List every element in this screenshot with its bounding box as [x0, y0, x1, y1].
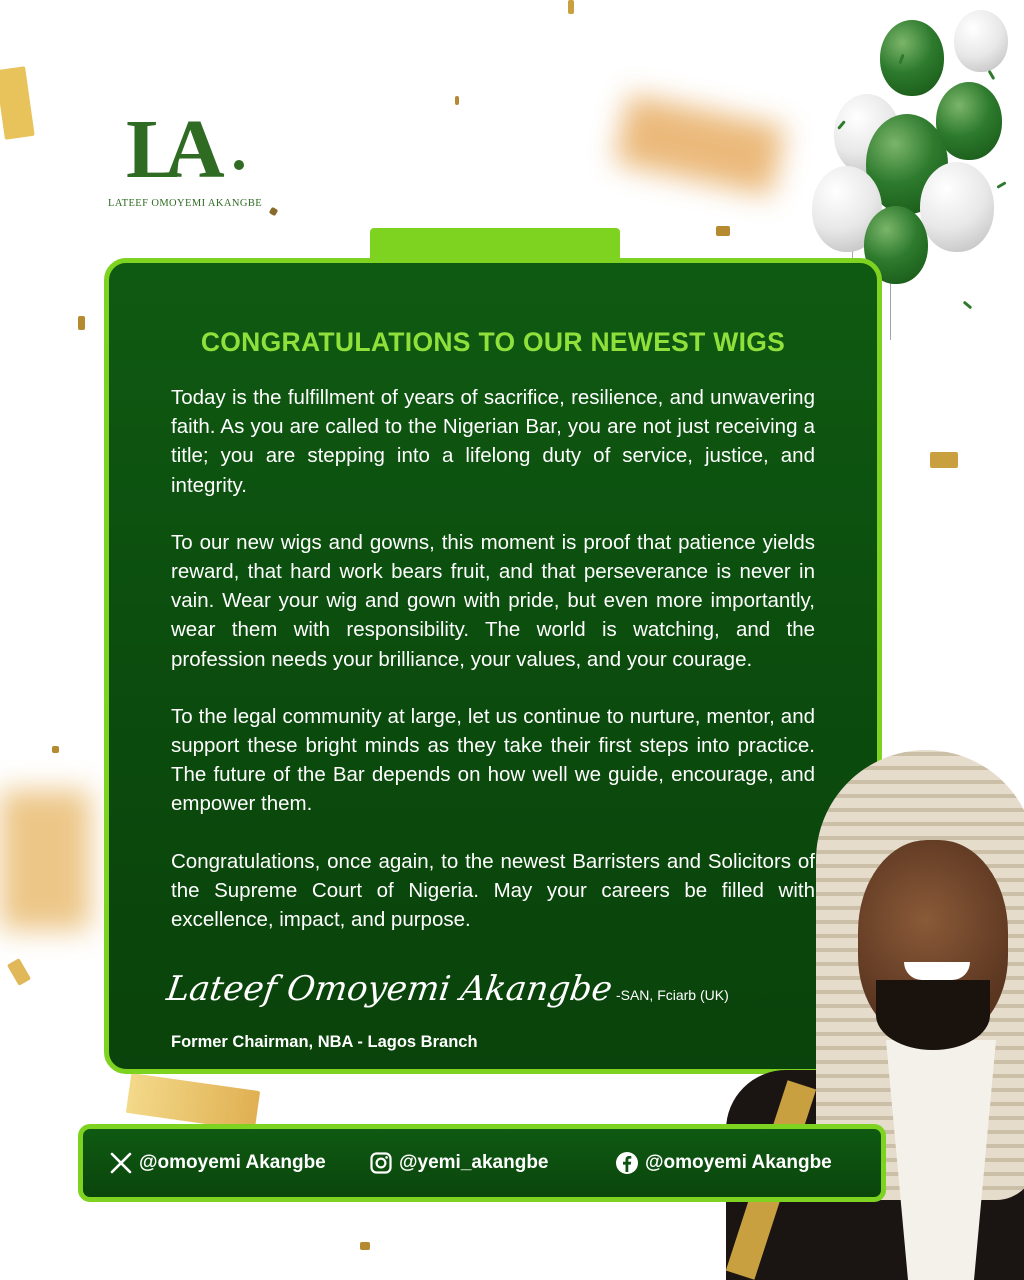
social-instagram[interactable] [369, 1151, 549, 1175]
facebook-icon [615, 1151, 639, 1175]
confetti-decoration [716, 226, 730, 236]
message-paragraph: To the legal community at large, let us continue to nurture, mentor, and support these bright minds as they take their first steps into practice. The future of the Bar depends on how well we guide, encourage, and empower them. [171, 704, 815, 816]
confetti-decoration [0, 66, 35, 139]
portrait-beard [876, 980, 990, 1050]
streamer [963, 301, 973, 310]
social-instagram-handle: @yemi_akangbe [399, 1152, 549, 1173]
signature-suffix: -SAN, Fciarb (UK) [615, 987, 729, 1003]
signature: Lateef Omoyemi Akangbe [164, 969, 615, 1009]
confetti-decoration [52, 746, 59, 753]
balloon-green [880, 20, 944, 96]
confetti-decoration [78, 316, 85, 330]
social-x-handle: @omoyemi Akangbe [139, 1152, 326, 1173]
streamer [996, 181, 1006, 189]
message-paragraph: To our new wigs and gowns, this moment is proof that patience yields reward, that hard work bears fruit, and that perseverance is never in vain. Wear your wig and gown with pride, but even more importantly, wear them with responsibility. The world is watching, and the profession needs your brilliance, your values, and your courage. [171, 530, 815, 671]
x-icon [109, 1151, 133, 1175]
confetti-decoration [126, 1073, 260, 1131]
confetti-decoration [7, 958, 31, 986]
confetti-decoration [930, 452, 958, 468]
brand-logo [108, 104, 278, 209]
streamer [988, 70, 996, 80]
message-paragraph: Today is the fulfillment of years of sacrifice, resilience, and unwavering faith. As you are called to the Nigerian Bar, you are not just receiving a title; you are stepping into a lifelong duty of service, justice, and integrity. [171, 386, 815, 497]
social-facebook-handle: @omoyemi Akangbe [645, 1152, 832, 1173]
card-title: CONGRATULATIONS TO OUR NEWEST WIGS [200, 327, 786, 357]
logo-dot [234, 160, 244, 170]
social-bar [78, 1124, 886, 1202]
balloon-white [954, 10, 1008, 72]
logo-letters: LA [126, 103, 207, 196]
confetti-decoration [614, 94, 785, 196]
signatory-role: Former Chairman, NBA - Lagos Branch [171, 1033, 478, 1051]
confetti-decoration [0, 790, 90, 930]
instagram-icon [369, 1151, 393, 1175]
confetti-decoration [360, 1242, 370, 1250]
confetti-decoration [455, 96, 459, 105]
signature-row [164, 969, 729, 1009]
message-paragraph: Congratulations, once again, to the newest Barristers and Solicitors of the Supreme Court of Nigeria. May your careers be filled with excellence, impact, and purpose. [171, 849, 815, 932]
logo-name: LATEEF OMOYEMI AKANGBE [108, 198, 263, 209]
portrait-smile [904, 962, 970, 980]
balloon-white [920, 162, 994, 252]
confetti-decoration [568, 0, 574, 14]
social-facebook[interactable] [615, 1151, 832, 1175]
social-x[interactable] [109, 1151, 326, 1175]
logo-monogram [126, 104, 256, 196]
